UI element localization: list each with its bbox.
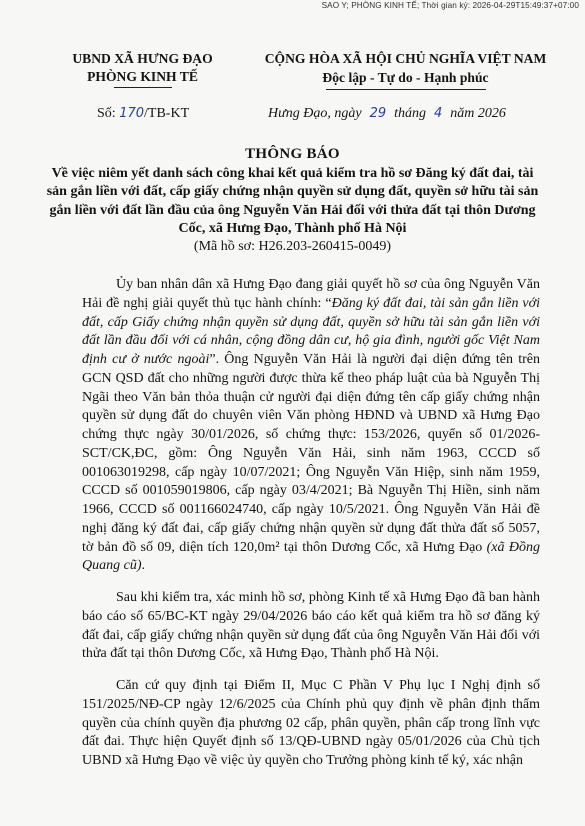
document-number (97, 106, 189, 122)
department-name: PHÒNG KINH TẾ (87, 69, 198, 84)
paragraph-3: Căn cứ quy định tại Điểm II, Mục C Phần V Phụ lục I Nghị định số 151/2025/NĐ-CP ngày 12/6/2025 của Chính phủ quy định về phân định thẩm quyền của chính quyền địa phương 02 cấp, phân quyền, phân cấp trong lĩnh vực đất đai. Thực hiện Quyết định số 13/QĐ-UBND ngày 05/01/2026 của Chủ tịch UBND xã Hưng Đạo về việc ủy quyền cho Trưởng phòng kinh tế ký, xác nhận (82, 678, 540, 768)
document-body (82, 276, 540, 784)
authority-name: UBND XÃ HƯNG ĐẠO (72, 51, 213, 66)
authority-underline (114, 87, 172, 88)
national-motto: Độc lập - Tự do - Hạnh phúc (322, 70, 489, 85)
paragraph-1-details: ”. Ông Nguyễn Văn Hải là người đại diện đứng tên trên GCN QSD đất cho những người được thừa kế theo pháp luật của bà Nguyễn Thị Ngãi theo Văn bản thỏa thuận cử người đại diện đứng tên cấp giấy chứng nhận quyền sử dụng đất do chuyên viên Văn phòng HĐND và UBND xã Hưng Đạo chứng thực ngày 30/01/2026, số chứng thực: 153/2026, quyển số 01/2026-SCT/CK,ĐC, gồm: Ông Nguyễn Văn Hải, sinh năm 1963, CCCD số 001063019298, cấp ngày 10/07/2021; Ông Nguyễn Văn Hiệp, sinh năm 1959, CCCD số 001059019806, cấp ngày 03/4/2021; Bà Nguyễn Thị Hiền, sinh năm 1966, CCCD số 001166024740, cấp ngày 10/5/2021. Ông Nguyễn Văn Hải đề nghị đăng ký đất đai, cấp giấy chứng nhận quyền sử dụng đất thửa đất số 5057, tờ bản đồ số 09, diện tích 120,0m² tại thôn Dương Cốc, xã Hưng Đạo (82, 352, 540, 555)
paragraph-2: Sau khi kiểm tra, xác minh hồ sơ, phòng Kinh tế xã Hưng Đạo đã ban hành báo cáo số 65/BC-KT ngày 29/04/2026 báo cáo kết quả kiểm tra hồ sơ đăng ký đất đai, cấp giấy chứng nhận quyền sử dụng đất của ông Nguyễn Văn Hải đối với thửa đất tại thôn Dương Cốc, xã Hưng Đạo, Thành phố Hà Nội. (82, 590, 540, 662)
paragraph-1 (82, 276, 540, 576)
national-heading (248, 50, 563, 90)
former-commune-note: (xã Đồng Quang cũ) (82, 539, 540, 574)
document-title: THÔNG BÁO (245, 146, 340, 162)
motto-underline (326, 89, 486, 90)
file-code: (Mã hồ sơ: H26.203-260415-0049) (193, 239, 392, 254)
date-year: năm 2026 (450, 106, 506, 121)
handwritten-number: 170 (119, 106, 145, 121)
procedure-name: Đăng ký đất đai, tài sản gắn liền với đất, cấp Giấy chứng nhận quyền sử dụng đất, quyền sở hữu tài sản gắn liền với đất lần đầu đối với cá nhân, cộng đồng dân cư, hộ gia đình, người gốc Việt Nam định cư ở nước ngoài (82, 295, 540, 367)
document-subject: Về việc niêm yết danh sách công khai kết quả kiểm tra hồ sơ Đăng ký đất đai, tài sản gắn liền với đất, cấp giấy chứng nhận quyền sử dụng đất, quyền sở hữu tài sản gắn liền với đất lần đầu của ông Nguyễn Văn Hải đối với thửa đất tại thôn Dương Cốc, xã Hưng Đạo, Thành phố Hà Nội (46, 166, 539, 236)
paragraph-1-intro: Ủy ban nhân dân xã Hưng Đạo đang giải quyết hồ sơ của ông Nguyễn Văn Hải đề nghị giải quyết thủ tục hành chính: “ (82, 277, 540, 311)
date-month-label: tháng (394, 106, 427, 121)
issuing-authority (40, 50, 245, 88)
nation-name: CỘNG HÒA XÃ HỘI CHỦ NGHĨA VIỆT NAM (264, 51, 547, 66)
handwritten-day: 29 (369, 106, 387, 121)
issue-date (268, 106, 506, 122)
number-suffix: /TB-KT (144, 106, 190, 121)
number-prefix: Số: (97, 106, 116, 121)
handwritten-month: 4 (434, 106, 443, 121)
paragraph-1-end: . (141, 558, 145, 574)
digital-signature-stamp: SAO Y; PHÒNG KINH TẾ; Thời gian ký: 2026-04-29T15:49:37+07:00 (321, 1, 579, 10)
date-place-prefix: Hưng Đạo, ngày (268, 106, 362, 121)
